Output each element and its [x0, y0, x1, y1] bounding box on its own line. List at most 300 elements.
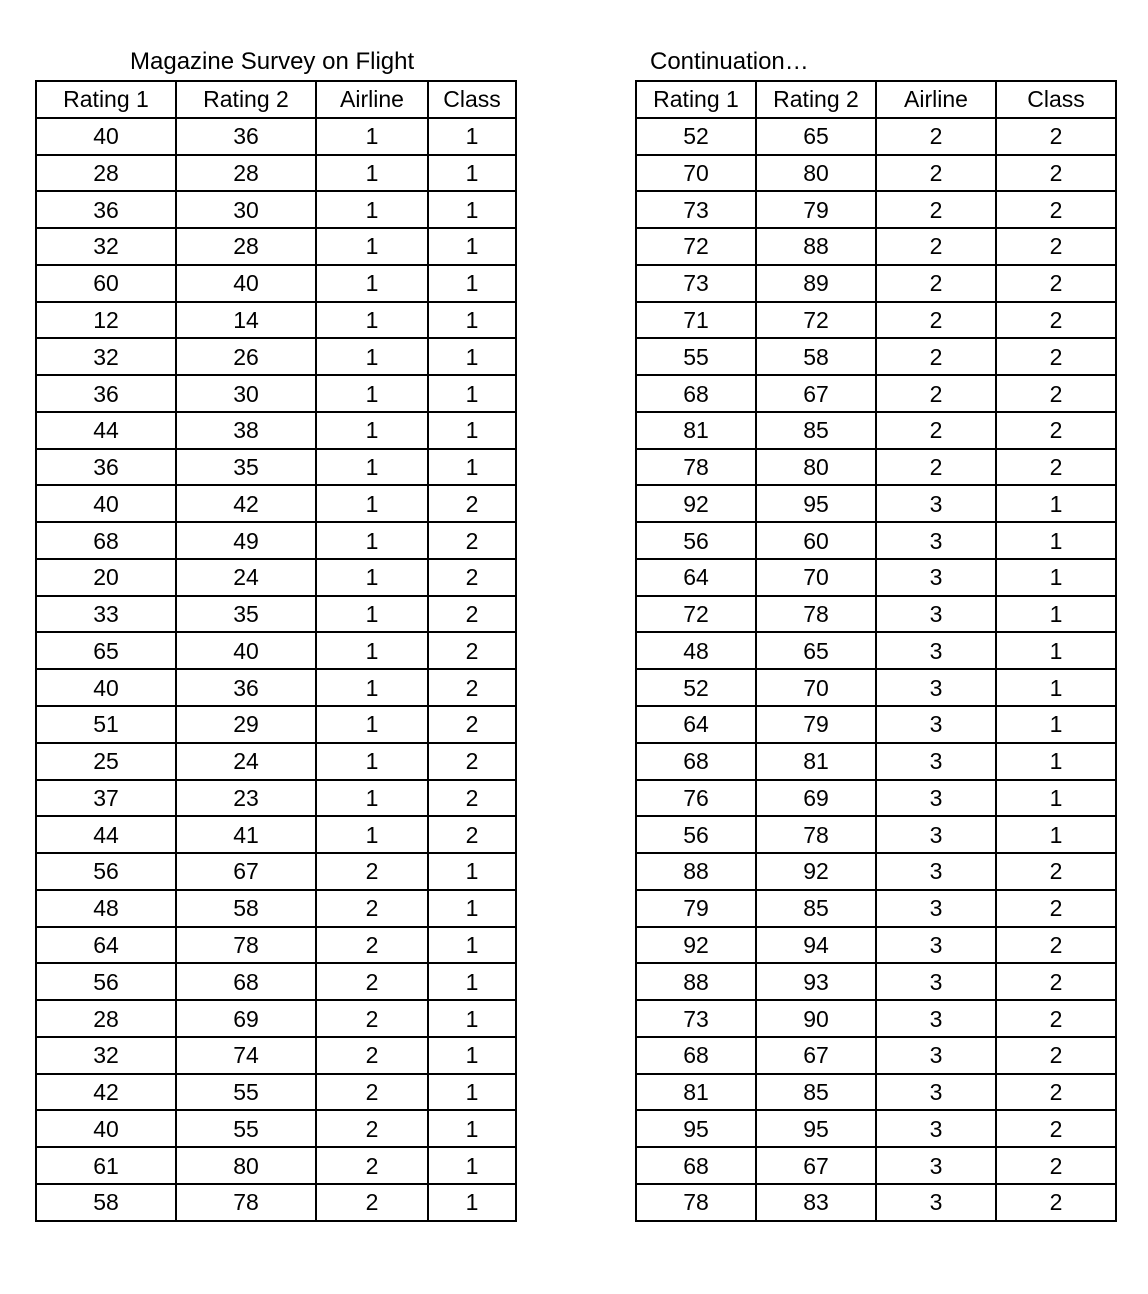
table-row: [636, 449, 1116, 486]
rating-2-cell: 23: [176, 780, 316, 817]
rating-1-cell: 42: [36, 1074, 176, 1111]
rating-2-cell: 78: [176, 1184, 316, 1221]
rating-1-cell: 68: [636, 375, 756, 412]
rating-2-cell: 93: [756, 963, 876, 1000]
table-row: [636, 927, 1116, 964]
airline-cell: 2: [876, 338, 996, 375]
rating-2-cell: 58: [176, 890, 316, 927]
rating-1-cell: 37: [36, 780, 176, 817]
table-row: [36, 375, 516, 412]
airline-cell: 3: [876, 927, 996, 964]
rating-1-cell: 44: [36, 816, 176, 853]
class-cell: 1: [428, 890, 516, 927]
rating-2-cell: 80: [176, 1147, 316, 1184]
airline-cell: 3: [876, 1037, 996, 1074]
rating-2-cell: 28: [176, 228, 316, 265]
class-cell: 1: [996, 780, 1116, 817]
table-row: [636, 1147, 1116, 1184]
header-rating-1: Rating 1: [636, 81, 756, 118]
class-cell: 1: [428, 1147, 516, 1184]
airline-cell: 3: [876, 596, 996, 633]
header-row: [636, 81, 1116, 118]
table-row: [636, 1074, 1116, 1111]
rating-1-cell: 40: [36, 118, 176, 155]
rating-1-cell: 68: [636, 743, 756, 780]
class-cell: 2: [996, 191, 1116, 228]
right-table-title: Continuation…: [650, 48, 809, 75]
rating-1-cell: 20: [36, 559, 176, 596]
table-row: [36, 890, 516, 927]
rating-2-cell: 60: [756, 522, 876, 559]
rating-2-cell: 80: [756, 155, 876, 192]
rating-2-cell: 49: [176, 522, 316, 559]
class-cell: 2: [428, 596, 516, 633]
class-cell: 2: [996, 302, 1116, 339]
airline-cell: 1: [316, 522, 428, 559]
table-row: [636, 669, 1116, 706]
class-cell: 2: [996, 338, 1116, 375]
airline-cell: 3: [876, 632, 996, 669]
rating-2-cell: 40: [176, 632, 316, 669]
rating-2-cell: 94: [756, 927, 876, 964]
airline-cell: 3: [876, 1184, 996, 1221]
table-row: [36, 780, 516, 817]
airline-cell: 3: [876, 780, 996, 817]
rating-1-cell: 64: [36, 927, 176, 964]
airline-cell: 1: [316, 780, 428, 817]
rating-2-cell: 68: [176, 963, 316, 1000]
table-row: [636, 375, 1116, 412]
class-cell: 1: [428, 1037, 516, 1074]
table-row: [36, 1110, 516, 1147]
rating-1-cell: 78: [636, 449, 756, 486]
class-cell: 2: [996, 1184, 1116, 1221]
rating-2-cell: 65: [756, 632, 876, 669]
airline-cell: 1: [316, 375, 428, 412]
class-cell: 2: [996, 265, 1116, 302]
table-row: [636, 155, 1116, 192]
airline-cell: 1: [316, 118, 428, 155]
airline-cell: 2: [876, 118, 996, 155]
table-row: [36, 706, 516, 743]
table-row: [636, 265, 1116, 302]
table-row: [36, 522, 516, 559]
rating-2-cell: 24: [176, 559, 316, 596]
table-row: [636, 780, 1116, 817]
rating-1-cell: 36: [36, 375, 176, 412]
airline-cell: 2: [876, 265, 996, 302]
rating-1-cell: 32: [36, 228, 176, 265]
rating-2-cell: 26: [176, 338, 316, 375]
rating-2-cell: 90: [756, 1000, 876, 1037]
rating-2-cell: 35: [176, 596, 316, 633]
right-data-table: [635, 80, 1117, 1222]
class-cell: 1: [996, 669, 1116, 706]
header-rating-2: Rating 2: [756, 81, 876, 118]
class-cell: 1: [428, 449, 516, 486]
airline-cell: 2: [876, 228, 996, 265]
rating-1-cell: 81: [636, 412, 756, 449]
airline-cell: 3: [876, 1000, 996, 1037]
rating-2-cell: 30: [176, 191, 316, 228]
rating-1-cell: 28: [36, 1000, 176, 1037]
table-row: [36, 118, 516, 155]
class-cell: 1: [428, 853, 516, 890]
rating-2-cell: 58: [756, 338, 876, 375]
class-cell: 2: [996, 412, 1116, 449]
airline-cell: 3: [876, 963, 996, 1000]
rating-1-cell: 28: [36, 155, 176, 192]
rating-1-cell: 79: [636, 890, 756, 927]
class-cell: 2: [428, 706, 516, 743]
rating-2-cell: 83: [756, 1184, 876, 1221]
rating-1-cell: 25: [36, 743, 176, 780]
airline-cell: 3: [876, 1110, 996, 1147]
rating-1-cell: 71: [636, 302, 756, 339]
class-cell: 2: [428, 632, 516, 669]
class-cell: 2: [428, 780, 516, 817]
airline-cell: 2: [876, 191, 996, 228]
class-cell: 1: [428, 375, 516, 412]
rating-1-cell: 81: [636, 1074, 756, 1111]
table-row: [636, 596, 1116, 633]
table-row: [636, 1110, 1116, 1147]
rating-2-cell: 69: [176, 1000, 316, 1037]
table-row: [36, 228, 516, 265]
rating-1-cell: 64: [636, 559, 756, 596]
table-row: [36, 632, 516, 669]
rating-2-cell: 89: [756, 265, 876, 302]
table-row: [36, 338, 516, 375]
rating-2-cell: 67: [756, 375, 876, 412]
airline-cell: 3: [876, 485, 996, 522]
airline-cell: 1: [316, 412, 428, 449]
table-row: [36, 412, 516, 449]
class-cell: 1: [428, 118, 516, 155]
class-cell: 1: [428, 1000, 516, 1037]
rating-1-cell: 88: [636, 963, 756, 1000]
class-cell: 2: [996, 118, 1116, 155]
rating-2-cell: 38: [176, 412, 316, 449]
class-cell: 1: [428, 228, 516, 265]
rating-1-cell: 68: [636, 1147, 756, 1184]
rating-1-cell: 52: [636, 669, 756, 706]
table-row: [36, 1147, 516, 1184]
rating-2-cell: 67: [756, 1037, 876, 1074]
airline-cell: 1: [316, 632, 428, 669]
rating-2-cell: 81: [756, 743, 876, 780]
rating-1-cell: 56: [636, 816, 756, 853]
class-cell: 2: [996, 927, 1116, 964]
header-class: Class: [428, 81, 516, 118]
class-cell: 2: [996, 228, 1116, 265]
rating-1-cell: 40: [36, 1110, 176, 1147]
rating-1-cell: 56: [636, 522, 756, 559]
class-cell: 2: [996, 1074, 1116, 1111]
rating-2-cell: 24: [176, 743, 316, 780]
rating-2-cell: 29: [176, 706, 316, 743]
airline-cell: 3: [876, 1074, 996, 1111]
table-row: [36, 155, 516, 192]
rating-2-cell: 78: [176, 927, 316, 964]
rating-2-cell: 65: [756, 118, 876, 155]
table-row: [636, 853, 1116, 890]
rating-1-cell: 56: [36, 853, 176, 890]
airline-cell: 3: [876, 522, 996, 559]
left-table-body: [36, 118, 516, 1221]
table-row: [636, 1000, 1116, 1037]
airline-cell: 1: [316, 743, 428, 780]
airline-cell: 1: [316, 191, 428, 228]
rating-2-cell: 36: [176, 118, 316, 155]
airline-cell: 2: [316, 1037, 428, 1074]
airline-cell: 2: [316, 927, 428, 964]
class-cell: 2: [428, 743, 516, 780]
airline-cell: 2: [876, 155, 996, 192]
airline-cell: 2: [876, 449, 996, 486]
rating-2-cell: 28: [176, 155, 316, 192]
airline-cell: 3: [876, 890, 996, 927]
table-row: [636, 743, 1116, 780]
rating-1-cell: 40: [36, 669, 176, 706]
airline-cell: 3: [876, 743, 996, 780]
rating-1-cell: 52: [636, 118, 756, 155]
rating-2-cell: 88: [756, 228, 876, 265]
rating-1-cell: 76: [636, 780, 756, 817]
rating-2-cell: 14: [176, 302, 316, 339]
rating-2-cell: 78: [756, 816, 876, 853]
rating-1-cell: 65: [36, 632, 176, 669]
rating-1-cell: 88: [636, 853, 756, 890]
rating-1-cell: 33: [36, 596, 176, 633]
class-cell: 2: [996, 853, 1116, 890]
class-cell: 1: [996, 632, 1116, 669]
airline-cell: 2: [876, 412, 996, 449]
table-row: [636, 1037, 1116, 1074]
class-cell: 1: [996, 485, 1116, 522]
table-row: [36, 302, 516, 339]
class-cell: 1: [996, 522, 1116, 559]
rating-1-cell: 64: [636, 706, 756, 743]
rating-1-cell: 58: [36, 1184, 176, 1221]
class-cell: 1: [996, 816, 1116, 853]
airline-cell: 1: [316, 265, 428, 302]
class-cell: 2: [996, 1147, 1116, 1184]
rating-2-cell: 30: [176, 375, 316, 412]
table-row: [36, 816, 516, 853]
airline-cell: 1: [316, 816, 428, 853]
class-cell: 1: [996, 706, 1116, 743]
header-rating-2: Rating 2: [176, 81, 316, 118]
table-row: [36, 1074, 516, 1111]
table-row: [636, 485, 1116, 522]
rating-2-cell: 70: [756, 559, 876, 596]
class-cell: 1: [996, 596, 1116, 633]
left-data-table: [35, 80, 517, 1222]
class-cell: 1: [428, 155, 516, 192]
rating-1-cell: 61: [36, 1147, 176, 1184]
rating-1-cell: 48: [36, 890, 176, 927]
airline-cell: 2: [316, 853, 428, 890]
airline-cell: 3: [876, 816, 996, 853]
rating-2-cell: 41: [176, 816, 316, 853]
table-row: [36, 1184, 516, 1221]
rating-1-cell: 73: [636, 265, 756, 302]
rating-2-cell: 36: [176, 669, 316, 706]
table-row: [36, 449, 516, 486]
rating-1-cell: 60: [36, 265, 176, 302]
rating-2-cell: 79: [756, 706, 876, 743]
header-airline: Airline: [876, 81, 996, 118]
header-airline: Airline: [316, 81, 428, 118]
rating-2-cell: 67: [756, 1147, 876, 1184]
class-cell: 2: [996, 890, 1116, 927]
class-cell: 2: [996, 375, 1116, 412]
rating-2-cell: 95: [756, 485, 876, 522]
class-cell: 1: [428, 1184, 516, 1221]
rating-1-cell: 92: [636, 485, 756, 522]
table-row: [36, 853, 516, 890]
header-rating-1: Rating 1: [36, 81, 176, 118]
rating-2-cell: 85: [756, 412, 876, 449]
table-row: [636, 228, 1116, 265]
table-row: [36, 559, 516, 596]
rating-1-cell: 73: [636, 191, 756, 228]
rating-1-cell: 78: [636, 1184, 756, 1221]
airline-cell: 2: [316, 1074, 428, 1111]
airline-cell: 1: [316, 596, 428, 633]
rating-1-cell: 72: [636, 596, 756, 633]
rating-1-cell: 36: [36, 449, 176, 486]
table-row: [636, 559, 1116, 596]
rating-2-cell: 42: [176, 485, 316, 522]
table-row: [636, 302, 1116, 339]
class-cell: 1: [428, 1074, 516, 1111]
table-row: [636, 890, 1116, 927]
class-cell: 2: [428, 816, 516, 853]
rating-1-cell: 44: [36, 412, 176, 449]
airline-cell: 2: [316, 1000, 428, 1037]
rating-1-cell: 56: [36, 963, 176, 1000]
class-cell: 1: [428, 927, 516, 964]
class-cell: 1: [428, 191, 516, 228]
rating-2-cell: 85: [756, 890, 876, 927]
class-cell: 2: [428, 522, 516, 559]
rating-2-cell: 55: [176, 1110, 316, 1147]
airline-cell: 3: [876, 669, 996, 706]
table-row: [36, 191, 516, 228]
airline-cell: 1: [316, 485, 428, 522]
rating-2-cell: 95: [756, 1110, 876, 1147]
table-row: [36, 927, 516, 964]
airline-cell: 1: [316, 228, 428, 265]
airline-cell: 2: [876, 302, 996, 339]
class-cell: 1: [428, 338, 516, 375]
rating-2-cell: 67: [176, 853, 316, 890]
class-cell: 2: [996, 1037, 1116, 1074]
airline-cell: 1: [316, 669, 428, 706]
class-cell: 2: [428, 559, 516, 596]
airline-cell: 2: [316, 1110, 428, 1147]
rating-2-cell: 69: [756, 780, 876, 817]
airline-cell: 2: [316, 1184, 428, 1221]
airline-cell: 1: [316, 559, 428, 596]
class-cell: 2: [996, 1000, 1116, 1037]
header-row: [36, 81, 516, 118]
rating-1-cell: 72: [636, 228, 756, 265]
airline-cell: 1: [316, 706, 428, 743]
rating-1-cell: 68: [36, 522, 176, 559]
class-cell: 2: [996, 155, 1116, 192]
rating-2-cell: 72: [756, 302, 876, 339]
table-row: [36, 1000, 516, 1037]
table-row: [636, 191, 1116, 228]
airline-cell: 1: [316, 338, 428, 375]
table-row: [636, 338, 1116, 375]
table-row: [36, 1037, 516, 1074]
right-table-body: [636, 118, 1116, 1221]
rating-1-cell: 32: [36, 338, 176, 375]
rating-2-cell: 70: [756, 669, 876, 706]
class-cell: 2: [428, 485, 516, 522]
rating-2-cell: 78: [756, 596, 876, 633]
rating-2-cell: 74: [176, 1037, 316, 1074]
table-row: [636, 706, 1116, 743]
table-row: [36, 485, 516, 522]
table-row: [36, 669, 516, 706]
airline-cell: 1: [316, 302, 428, 339]
rating-1-cell: 55: [636, 338, 756, 375]
rating-2-cell: 35: [176, 449, 316, 486]
rating-1-cell: 68: [636, 1037, 756, 1074]
class-cell: 2: [996, 963, 1116, 1000]
rating-1-cell: 48: [636, 632, 756, 669]
table-row: [636, 412, 1116, 449]
class-cell: 1: [428, 412, 516, 449]
table-row: [636, 522, 1116, 559]
class-cell: 2: [996, 449, 1116, 486]
rating-1-cell: 32: [36, 1037, 176, 1074]
table-row: [636, 1184, 1116, 1221]
table-row: [636, 118, 1116, 155]
airline-cell: 3: [876, 706, 996, 743]
rating-2-cell: 80: [756, 449, 876, 486]
rating-1-cell: 70: [636, 155, 756, 192]
airline-cell: 2: [316, 963, 428, 1000]
airline-cell: 3: [876, 559, 996, 596]
class-cell: 1: [428, 963, 516, 1000]
class-cell: 2: [428, 669, 516, 706]
rating-1-cell: 92: [636, 927, 756, 964]
rating-1-cell: 51: [36, 706, 176, 743]
class-cell: 1: [996, 743, 1116, 780]
airline-cell: 3: [876, 1147, 996, 1184]
rating-2-cell: 92: [756, 853, 876, 890]
table-row: [636, 963, 1116, 1000]
airline-cell: 2: [316, 890, 428, 927]
rating-1-cell: 95: [636, 1110, 756, 1147]
table-row: [636, 632, 1116, 669]
rating-1-cell: 12: [36, 302, 176, 339]
rating-2-cell: 79: [756, 191, 876, 228]
rating-1-cell: 73: [636, 1000, 756, 1037]
airline-cell: 1: [316, 449, 428, 486]
left-table-title: Magazine Survey on Flight: [130, 48, 415, 75]
rating-2-cell: 85: [756, 1074, 876, 1111]
table-row: [36, 963, 516, 1000]
class-cell: 2: [996, 1110, 1116, 1147]
rating-1-cell: 40: [36, 485, 176, 522]
